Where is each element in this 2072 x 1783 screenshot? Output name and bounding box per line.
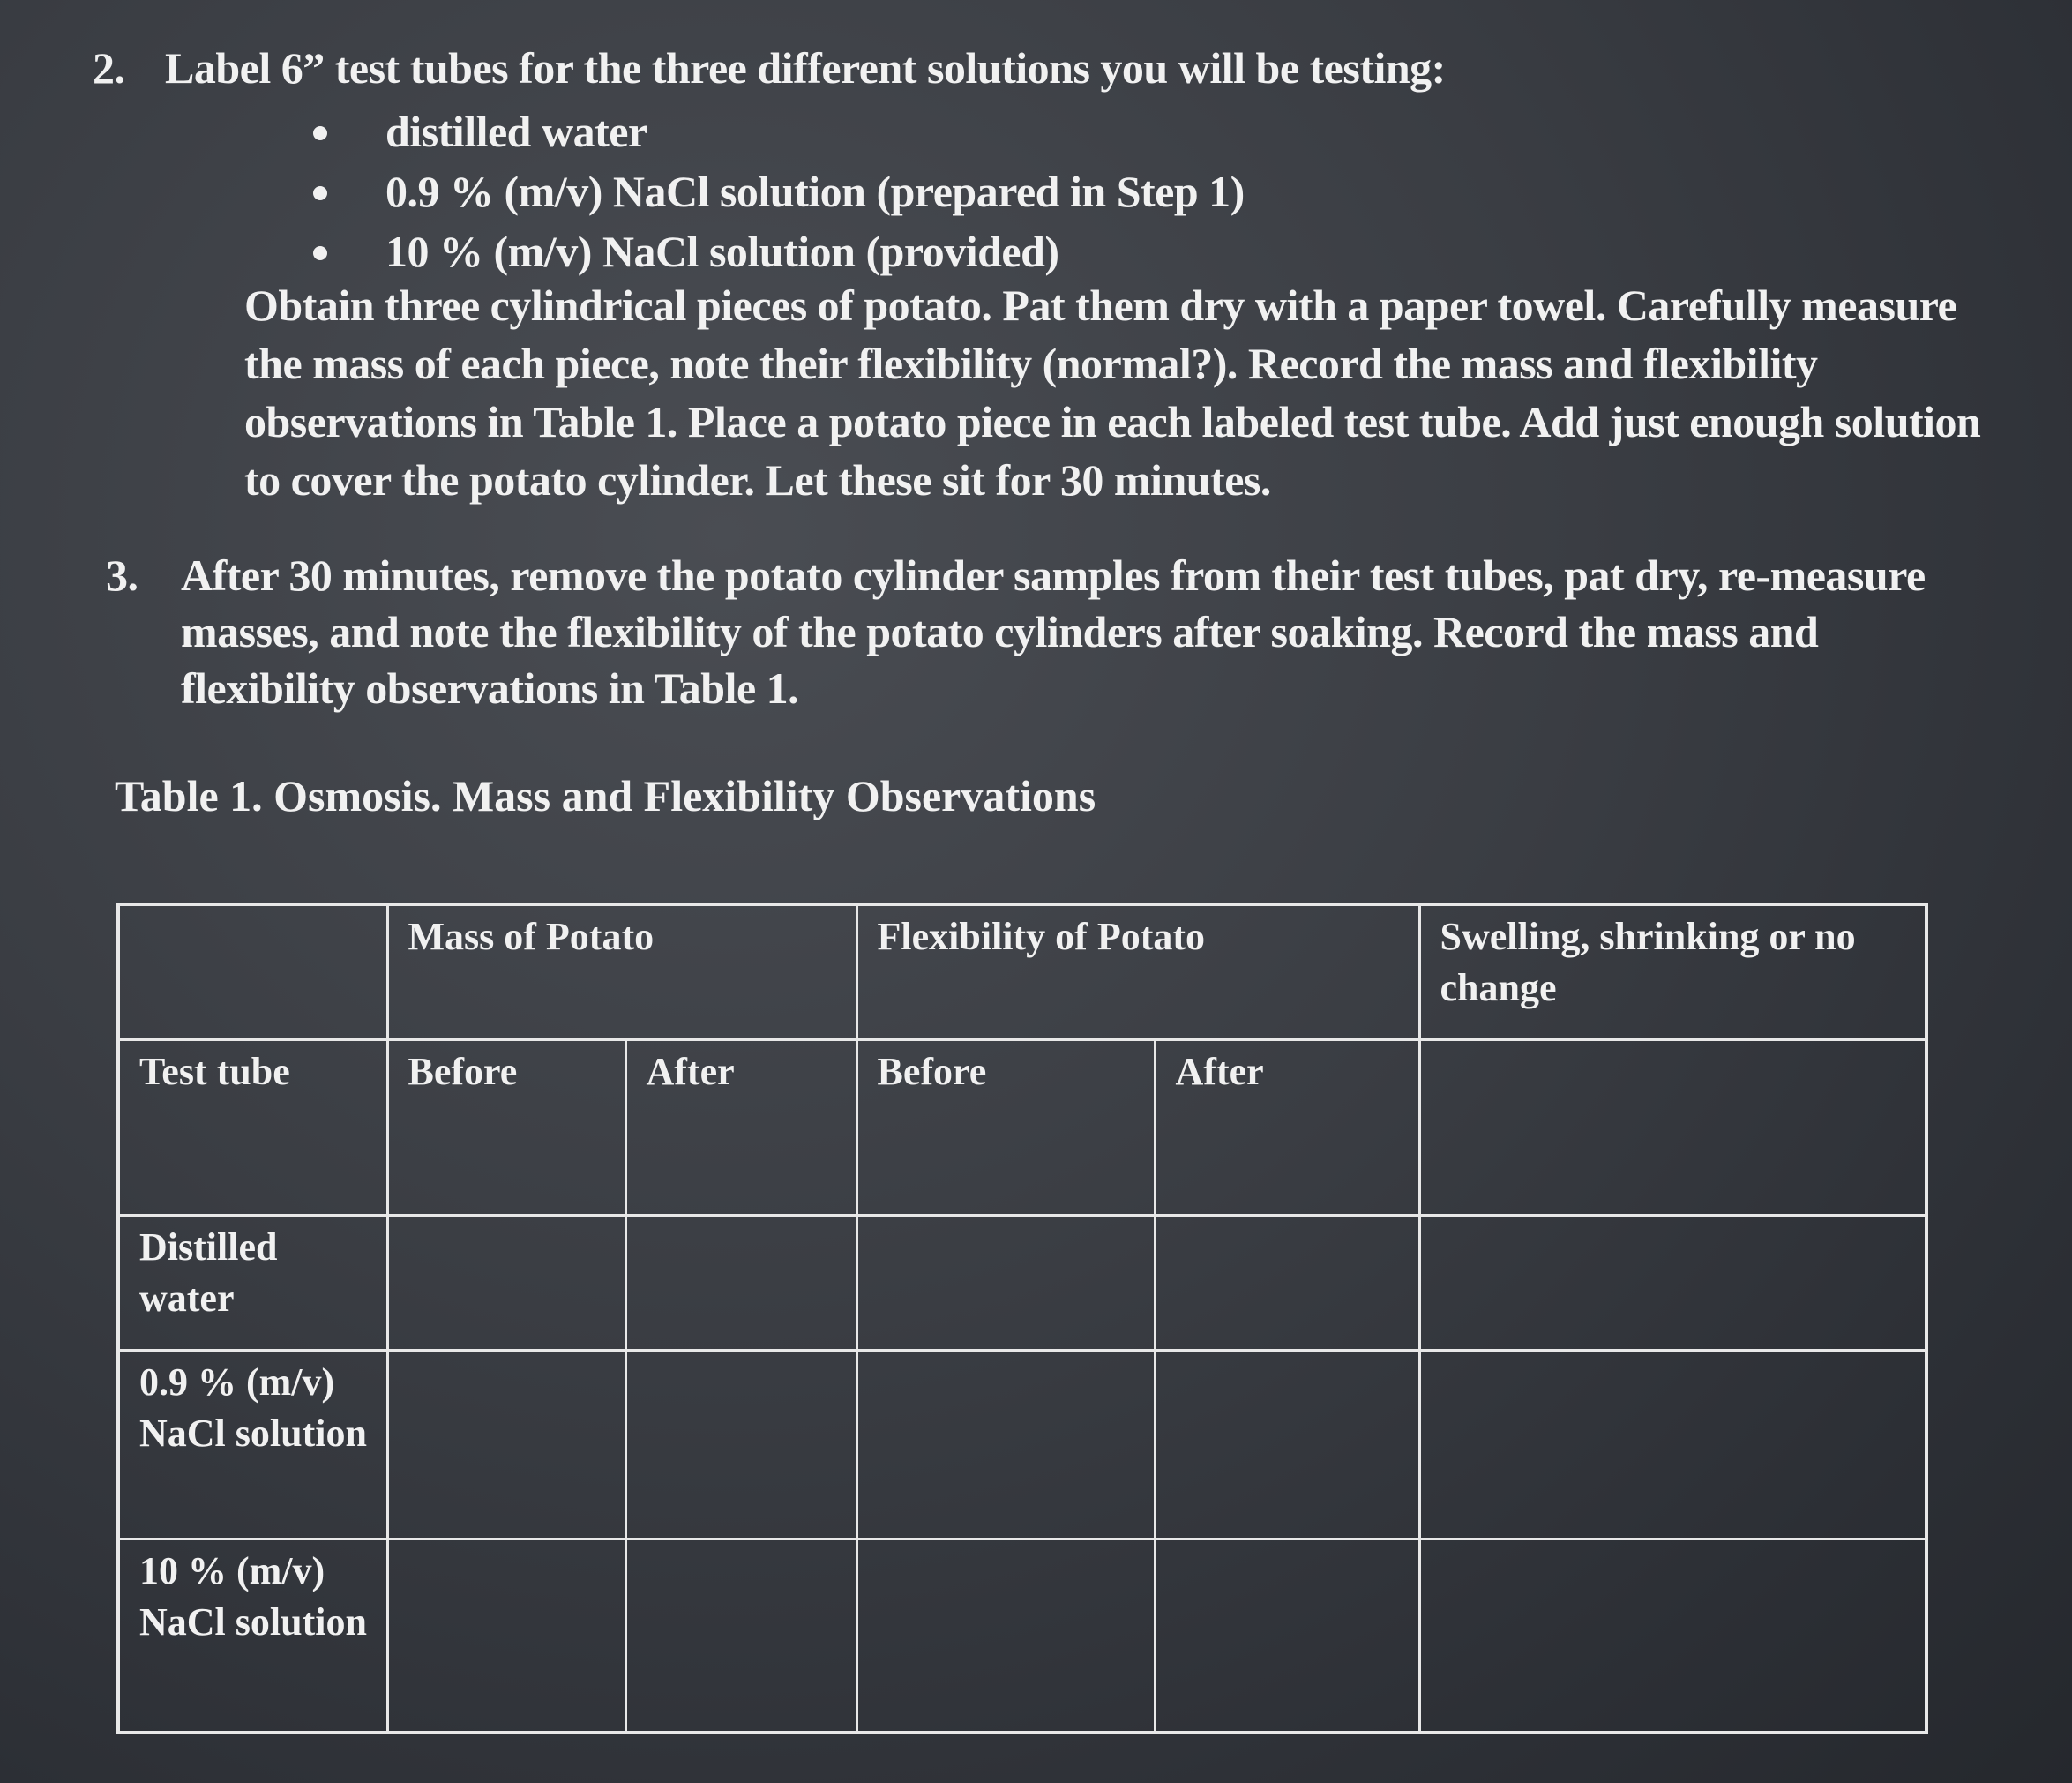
list-item bbox=[313, 163, 1245, 223]
header-swelling: Swelling, shrinking or no change bbox=[1419, 904, 1926, 1039]
table-row bbox=[118, 1540, 1926, 1733]
step-3-instruction: After 30 minutes, remove the potato cylinder samples from their test tubes, pat dry, re-measure masses, and note the flexibility of the potato cylinders after soaking. Record the mass and flexibility observations in Table 1. bbox=[181, 551, 1926, 713]
bullet-icon bbox=[313, 246, 327, 260]
table-cell bbox=[1419, 1350, 1926, 1539]
row-label: 10 % (m/v) NaCl solution bbox=[118, 1540, 387, 1733]
header-mass-after: After bbox=[625, 1039, 856, 1215]
list-item bbox=[313, 223, 1245, 283]
table-cell bbox=[387, 1540, 625, 1733]
table-cell bbox=[1155, 1350, 1419, 1539]
row-label: Distilled water bbox=[118, 1215, 387, 1350]
solution-list bbox=[313, 103, 1245, 283]
table-cell bbox=[1155, 1215, 1419, 1350]
table-cell bbox=[856, 1350, 1155, 1539]
observations-table bbox=[116, 903, 1928, 1734]
table-cell bbox=[1419, 1215, 1926, 1350]
table-cell bbox=[856, 1540, 1155, 1733]
list-item bbox=[313, 103, 1245, 163]
header-blank-cell bbox=[118, 904, 387, 1039]
list-item-text: 0.9 % (m/v) NaCl solution (prepared in Step 1) bbox=[385, 167, 1245, 216]
table-row bbox=[118, 1350, 1926, 1539]
step-2-paragraph: Obtain three cylindrical pieces of potato. Pat them dry with a paper towel. Carefully measure the mass of each piece, note their flexibility (normal?). Record the mass and flexibility observations in Table 1. Place a potato piece in each labeled test tube. Add just enough solution to cover the potato cylinder. Let these sit for 30 minutes. bbox=[244, 281, 1981, 505]
table-cell bbox=[1155, 1540, 1419, 1733]
table-cell bbox=[625, 1215, 856, 1350]
header-mass-before: Before bbox=[387, 1039, 625, 1215]
table-cell bbox=[856, 1215, 1155, 1350]
table-subheader-row bbox=[118, 1039, 1926, 1215]
bullet-icon bbox=[313, 186, 327, 200]
row-label: 0.9 % (m/v) NaCl solution bbox=[118, 1350, 387, 1539]
table-row bbox=[118, 1215, 1926, 1350]
step-2-instruction: Label 6” test tubes for the three different solutions you will be testing: bbox=[165, 43, 1446, 93]
header-flexibility-of-potato: Flexibility of Potato bbox=[856, 904, 1419, 1039]
header-mass-of-potato: Mass of Potato bbox=[387, 904, 856, 1039]
table-caption: Table 1. Osmosis. Mass and Flexibility Observations bbox=[115, 771, 1096, 820]
list-item-text: 10 % (m/v) NaCl solution (provided) bbox=[385, 227, 1059, 276]
table-cell bbox=[625, 1350, 856, 1539]
table-cell bbox=[387, 1215, 625, 1350]
step-3-number: 3. bbox=[106, 551, 138, 600]
table-cell bbox=[625, 1540, 856, 1733]
header-flex-before: Before bbox=[856, 1039, 1155, 1215]
table-cell bbox=[387, 1350, 625, 1539]
header-flex-after: After bbox=[1155, 1039, 1419, 1215]
table-cell bbox=[1419, 1540, 1926, 1733]
step-2-number: 2. bbox=[93, 43, 125, 93]
table-cell bbox=[1419, 1039, 1926, 1215]
table-header-row bbox=[118, 904, 1926, 1039]
bullet-icon bbox=[313, 126, 327, 140]
header-test-tube: Test tube bbox=[118, 1039, 387, 1215]
list-item-text: distilled water bbox=[385, 107, 647, 156]
